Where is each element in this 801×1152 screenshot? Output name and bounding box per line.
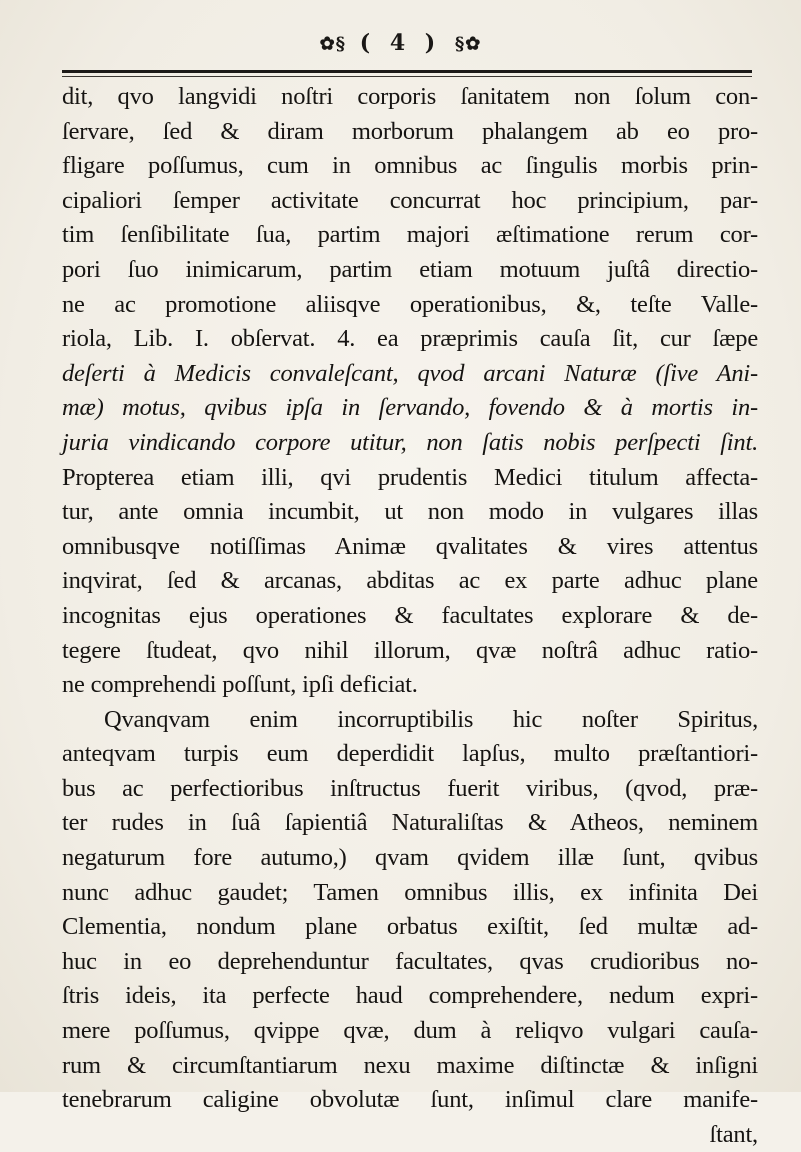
text-line: Propterea etiam illi, qvi prudentis Medici titulum affecta-	[62, 463, 758, 491]
text-line: rum & circumſtantiarum nexu maxime diſtinctæ & inſigni	[62, 1051, 758, 1079]
text-line: Qvanqvam enim incorruptibilis hic noſter Spiritus,	[104, 705, 758, 733]
text-line: ne ac promotione aliisqve operationibus, &, teſte Valle-	[62, 290, 758, 318]
text-line: tenebrarum caligine obvolutæ ſunt, inſimul clare manife-	[62, 1086, 758, 1114]
left-ornament-icon: ✿§	[319, 33, 347, 55]
body-text	[62, 80, 758, 1152]
header-rule-thin	[62, 76, 752, 77]
text-line: bus ac perfectioribus inſtructus fuerit viribus, (qvod, præ-	[62, 774, 758, 802]
text-line: tegere ſtudeat, qvo nihil illorum, qvæ noſtrâ adhuc ratio-	[62, 636, 758, 664]
text-line: pori ſuo inimicarum, partim etiam motuum juſtâ directio-	[62, 255, 758, 283]
text-line: riola, Lib. I. obſervat. 4. ea præprimis cauſa ſit, cur ſæpe	[62, 325, 758, 353]
text-line: nunc adhuc gaudet; Tamen omnibus illis, ex infinita Dei	[62, 878, 758, 906]
text-line: dit, qvo langvidi noſtri corporis ſanitatem non ſolum con-	[62, 83, 758, 110]
text-line: omnibusqve notiſſimas Animæ qvalitates & vires attentus	[62, 532, 758, 560]
text-line: Clementia, nondum plane orbatus exiſtit, ſed multæ ad-	[62, 913, 758, 941]
text-line: ſervare, ſed & diram morborum phalangem ab eo pro-	[62, 117, 758, 145]
text-line: incognitas ejus operationes & facultates explorare & de-	[62, 601, 758, 629]
text-line: ter rudes in ſuâ ſapientiâ Naturaliſtas & Atheos, neminem	[62, 809, 758, 837]
text-line: huc in eo deprehenduntur facultates, qvas crudioribus no-	[62, 947, 758, 975]
text-line: anteqvam turpis eum deperdidit lapſus, multo præſtantiori-	[62, 740, 758, 768]
text-line: inqvirat, ſed & arcanas, abditas ac ex parte adhuc plane	[62, 567, 758, 595]
header-rule	[62, 70, 752, 73]
text-line: cipaliori ſemper activitate concurrat hoc principium, par-	[62, 186, 758, 214]
text-line: juria vindicando corpore utitur, non ſatis nobis perſpecti ſint.	[62, 428, 758, 456]
text-line: tur, ante omnia incumbit, ut non modo in vulgares illas	[62, 498, 758, 526]
text-line: ne comprehendi poſſunt, ipſi deficiat.	[62, 671, 418, 699]
text-line: mæ) motus, qvibus ipſa in ſervando, fovendo & à mortis in-	[62, 394, 758, 422]
text-line: deſerti à Medicis convaleſcant, qvod arcani Naturæ (ſive Ani-	[62, 359, 758, 387]
text-line: negaturum fore autumo,) qvam qvidem illæ ſunt, qvibus	[62, 844, 758, 872]
page-header	[0, 30, 801, 56]
text-line: ſtris ideis, ita perfecte haud comprehendere, nedum expri-	[62, 982, 758, 1010]
text-line: fligare poſſumus, cum in omnibus ac ſingulis morbis prin-	[62, 152, 758, 180]
page-number: ( 4 )	[359, 30, 442, 56]
text-line: mere poſſumus, qvippe qvæ, dum à reliqvo vulgari cauſa-	[62, 1017, 758, 1045]
right-ornament-icon: §✿	[454, 33, 482, 55]
catchword: ſtant,	[709, 1120, 758, 1148]
text-line: tim ſenſibilitate ſua, partim majori æſtimatione rerum cor-	[62, 221, 758, 249]
